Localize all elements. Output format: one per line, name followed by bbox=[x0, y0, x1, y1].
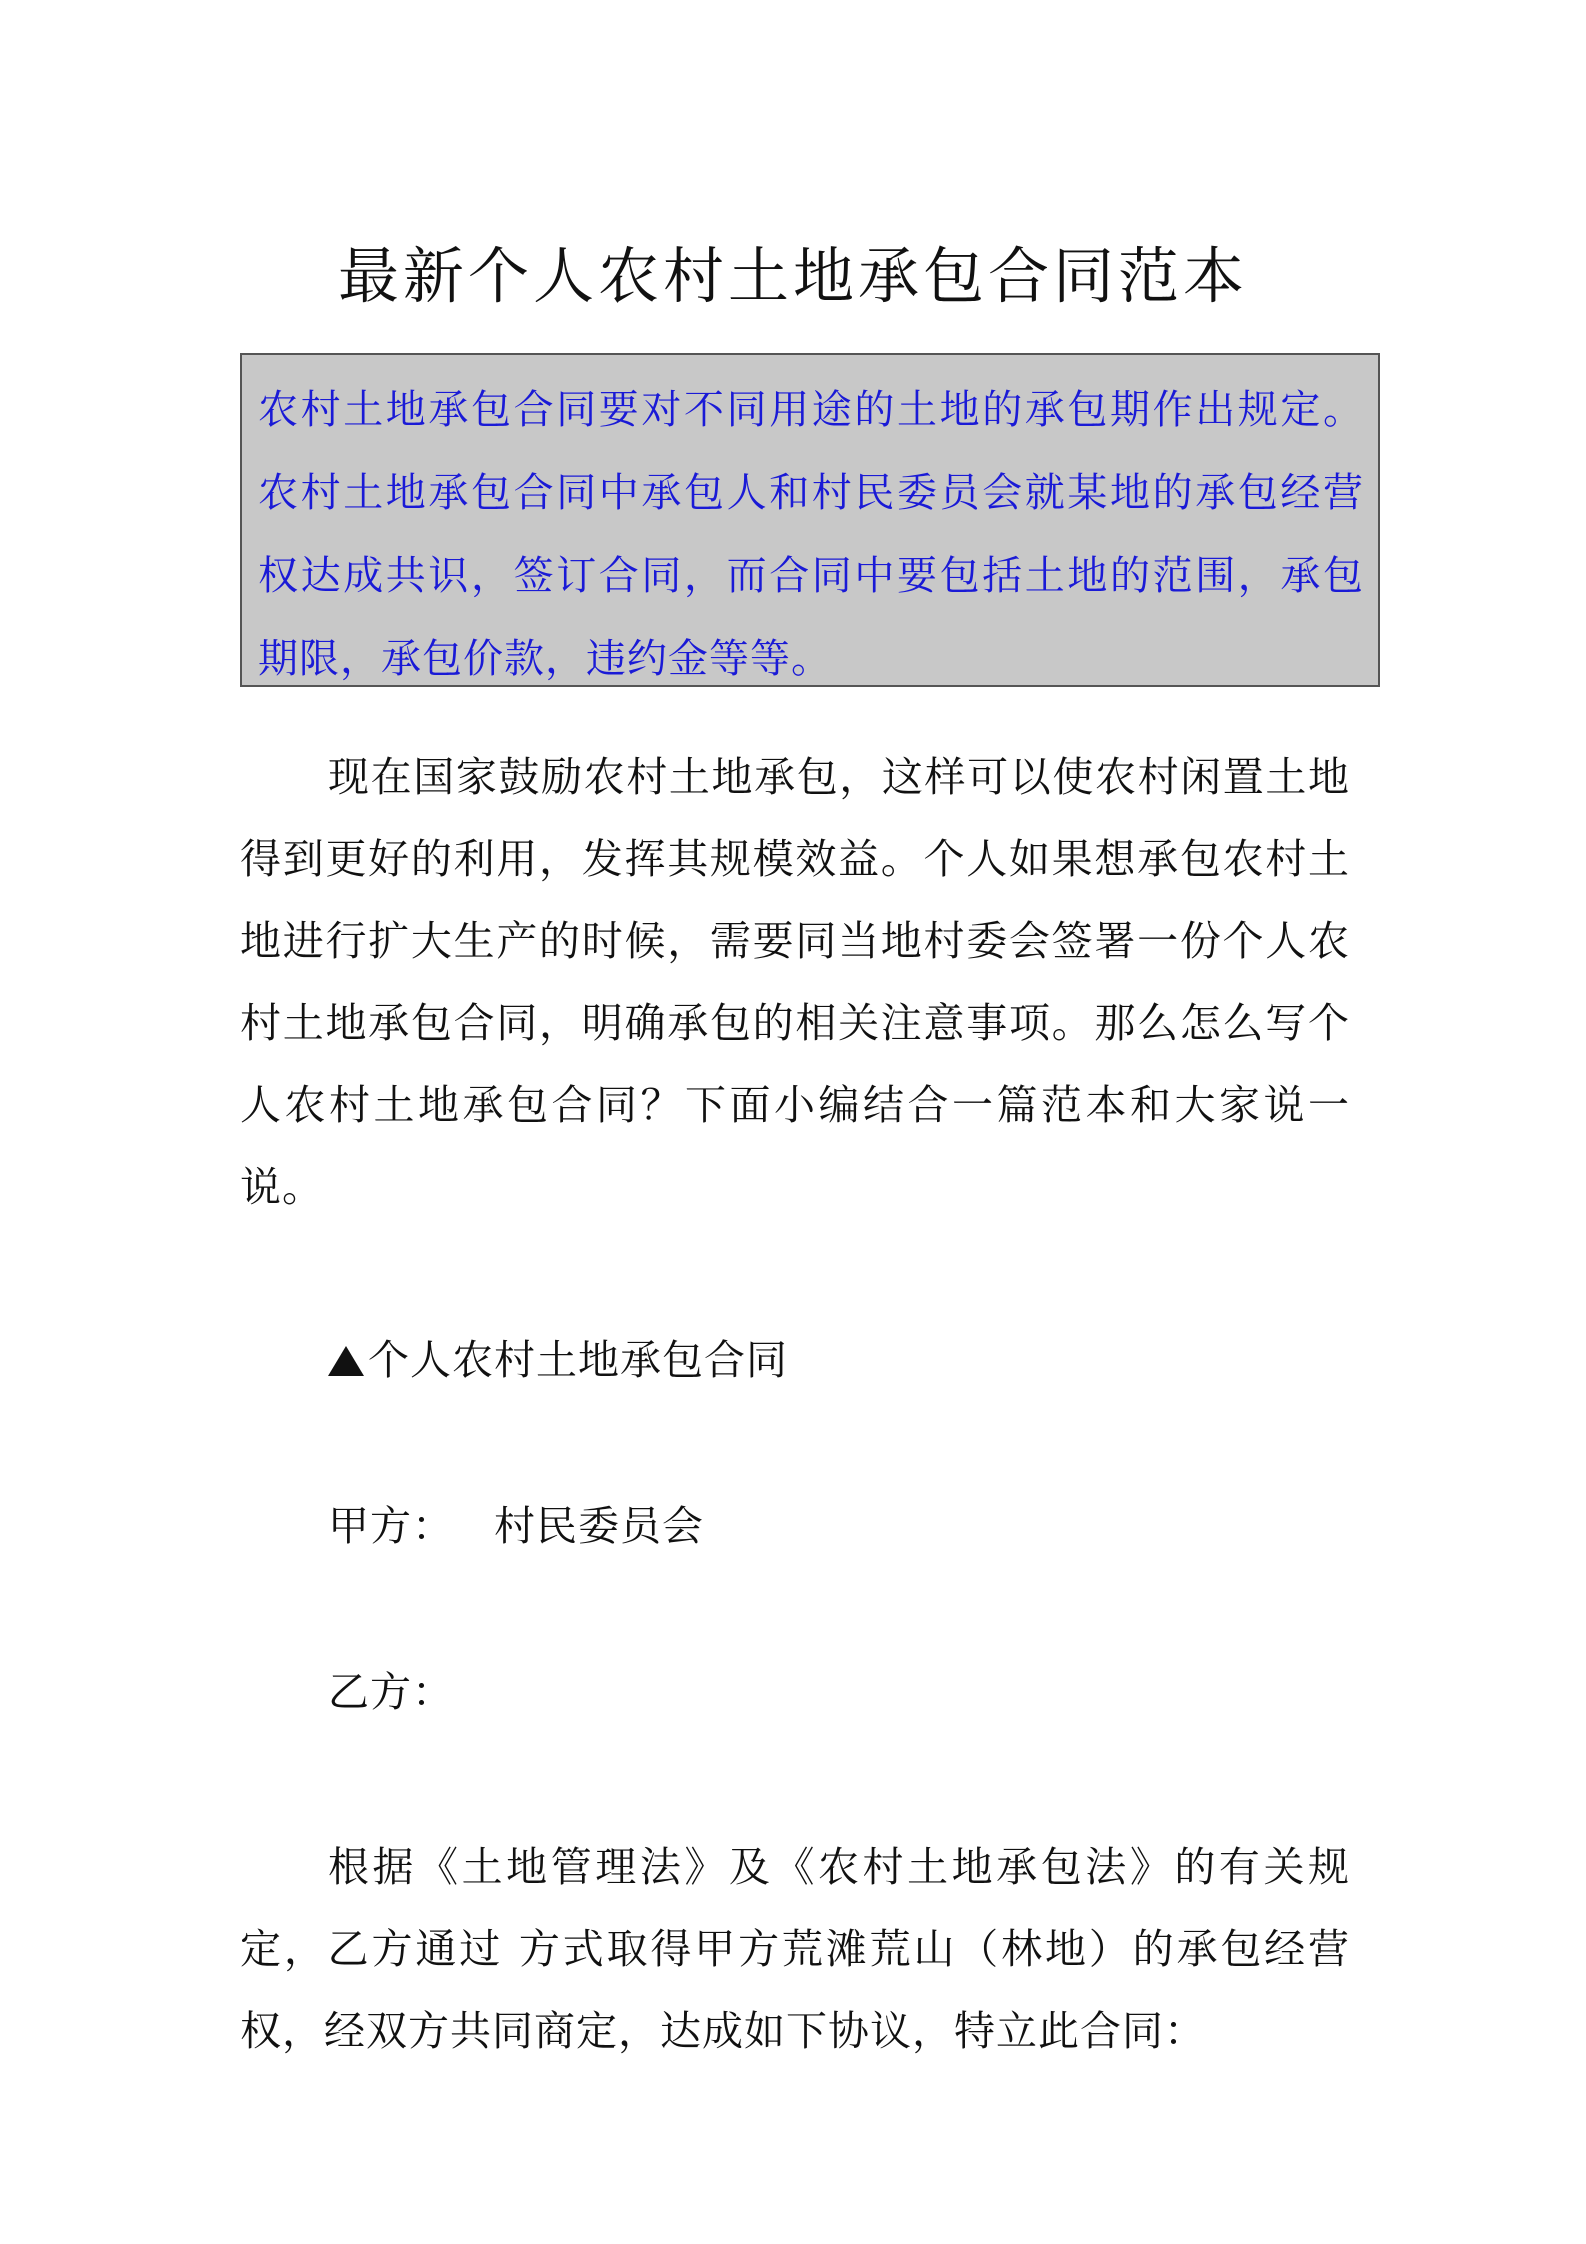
party-a-value: 村民委员会 bbox=[494, 1502, 704, 1550]
party-b-label: 乙方： bbox=[328, 1668, 454, 1716]
intro-paragraph: 现在国家鼓励农村土地承包，这样可以使农村闲置土地得到更好的利用，发挥其规模效益。个人如果想承包农村土地进行扩大生产的时候，需要同当地村委会签署一份个人农村土地承包合同，明确承包的相关注意事项。那么怎么写个人农村土地承包合同？下面小编结合一篇范本和大家说一说。 bbox=[240, 753, 1350, 1211]
document-title: 最新个人农村土地承包合同范本 bbox=[337, 240, 1248, 312]
contract-heading-text: 个人农村土地承包合同 bbox=[368, 1336, 788, 1384]
party-b-line bbox=[328, 1662, 454, 1722]
party-a-line bbox=[328, 1496, 704, 1556]
contract-heading bbox=[328, 1330, 788, 1390]
basis-paragraph: 根据《土地管理法》及《农村土地承包法》的有关规定，乙方通过 方式取得甲方荒滩荒山（林地）的承包经营权，经双方共同商定，达成如下协议，特立此合同： bbox=[240, 1843, 1350, 2055]
black-up-triangle-icon bbox=[328, 1346, 364, 1376]
party-a-label: 甲方： bbox=[328, 1502, 454, 1550]
summary-text: 农村土地承包合同要对不同用途的土地的承包期作出规定。农村土地承包合同中承包人和村民委员会就某地的承包经营权达成共识，签订合同，而合同中要包括土地的范围，承包期限，承包价款，违约金等等。 bbox=[258, 387, 1364, 682]
summary-box bbox=[240, 353, 1380, 687]
